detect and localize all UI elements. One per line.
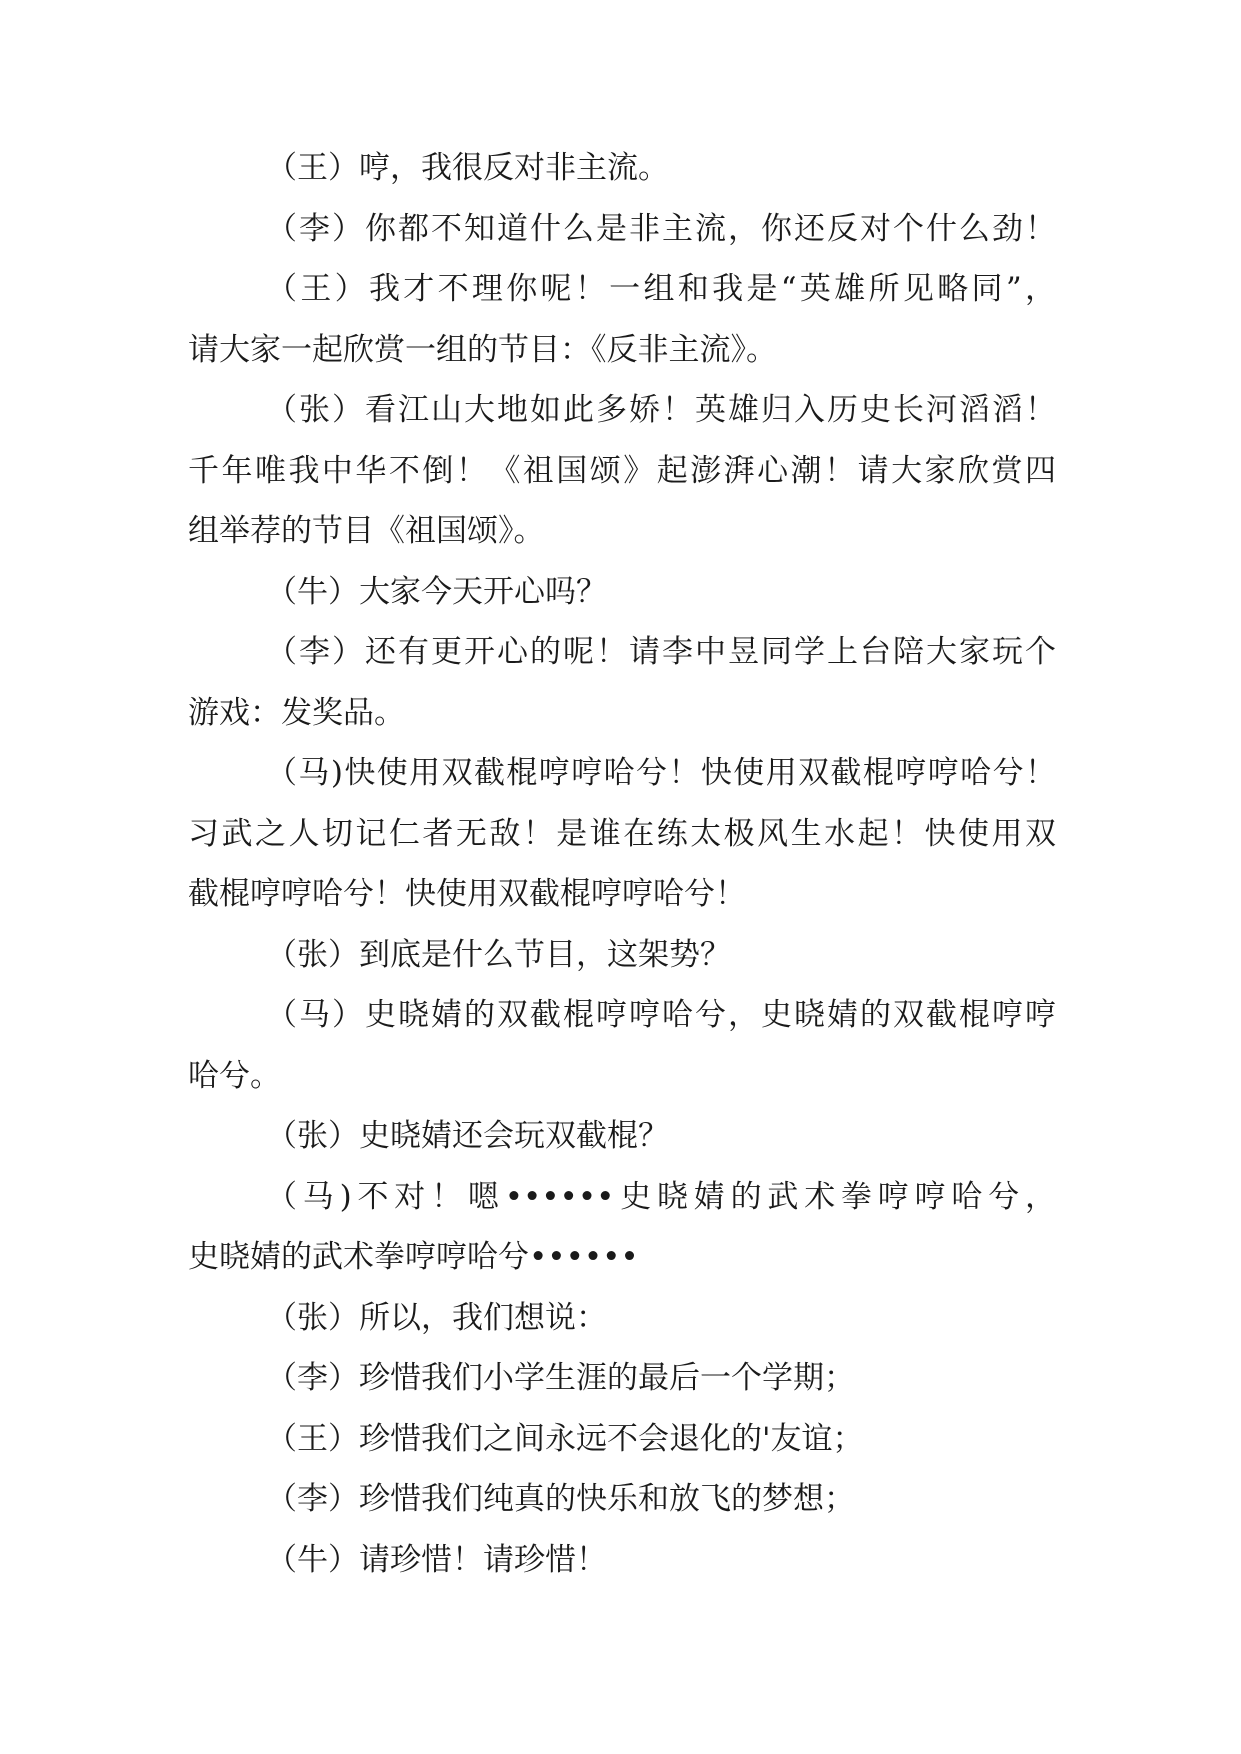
dialogue-line-li-3: （李）珍惜我们小学生涯的最后一个学期； [266, 1360, 855, 1396]
dialogue-line-ma-1-cont: 习武之人切记仁者无敌！是谁在练太极风生水起！快使用双 [188, 815, 1056, 852]
dialogue-line-ma-1: （马)快使用双截棍哼哼哈兮！快使用双截棍哼哼哈兮！ [266, 755, 1056, 791]
dialogue-line-niu-2: （牛）请珍惜！请珍惜！ [266, 1541, 607, 1578]
dialogue-line-ma-2: （马）史晓婧的双截棍哼哼哈兮，史晓婧的双截棍哼哼 [266, 997, 1056, 1033]
dialogue-line-ma-3-cont: 史晓婧的武术拳哼哼哈兮•••••• [188, 1239, 639, 1275]
dialogue-line-li-2: （李）还有更开心的呢！请李中昱同学上台陪大家玩个 [266, 634, 1056, 670]
dialogue-line-li-4: （李）珍惜我们纯真的快乐和放飞的梦想； [266, 1481, 855, 1517]
dialogue-line-zhang-2: （张）到底是什么节目，这架势？ [266, 936, 731, 973]
dialogue-line-ma-1-cont: 截棍哼哼哈兮！快使用双截棍哼哼哈兮！ [188, 876, 746, 912]
dialogue-line-zhang-1-cont: 组举荐的节目《祖国颂》。 [188, 513, 545, 549]
dialogue-line-wang-2-cont: 请大家一起欣赏一组的节目：《反非主流》。 [188, 331, 777, 368]
dialogue-line-li-2-cont: 游戏：发奖品。 [188, 694, 405, 731]
dialogue-line-zhang-3: （张）史晓婧还会玩双截棍？ [266, 1118, 669, 1154]
dialogue-line-wang-1: （王）哼，我很反对非主流。 [266, 150, 669, 186]
dialogue-line-ma-3: （马)不对！嗯••••••史晓婧的武术拳哼哼哈兮， [266, 1178, 1056, 1215]
dialogue-line-wang-3: （王）珍惜我们之间永远不会退化的'友谊； [266, 1420, 864, 1457]
dialogue-line-li-1: （李）你都不知道什么是非主流，你还反对个什么劲！ [266, 210, 1056, 247]
dialogue-line-niu-1: （牛）大家今天开心吗？ [266, 573, 607, 610]
dialogue-line-zhang-1-cont: 千年唯我中华不倒！《祖国颂》起澎湃心潮！请大家欣赏四 [188, 452, 1056, 489]
document-page [188, 138, 1056, 1590]
dialogue-line-zhang-1: （张）看江山大地如此多娇！英雄归入历史长河滔滔！ [266, 392, 1056, 428]
dialogue-line-zhang-4: （张）所以，我们想说： [266, 1299, 607, 1336]
dialogue-line-ma-2-cont: 哈兮。 [188, 1057, 281, 1094]
dialogue-line-wang-2: （王）我才不理你呢！一组和我是“英雄所见略同”， [266, 271, 1056, 307]
